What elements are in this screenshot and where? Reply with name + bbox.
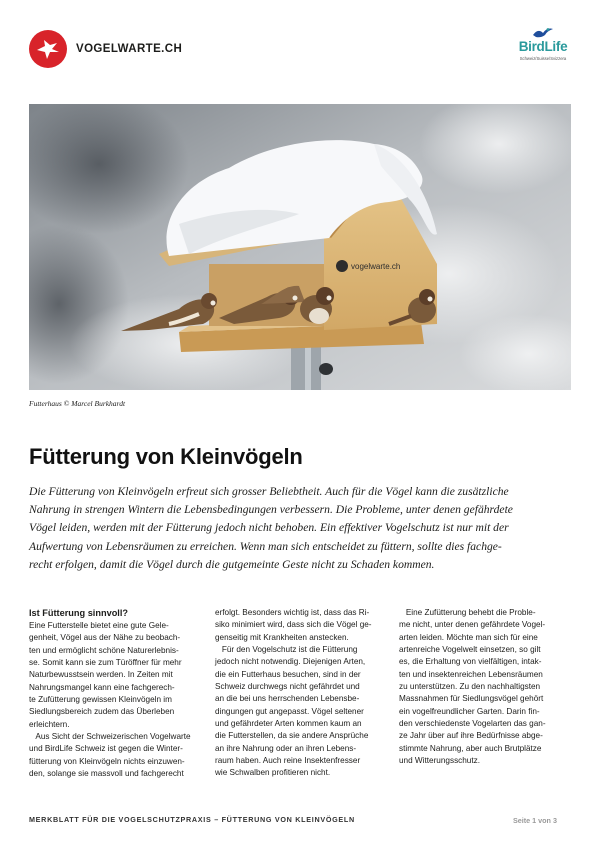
body-line: an ihre Nahrung oder an ihren Lebens- (215, 743, 357, 753)
page-header (0, 0, 600, 100)
body-line: erfolgt. Besonders wichtig ist, dass das Ri- (215, 608, 370, 617)
body-line: Eine Futterstelle bietet eine gute Gele- (29, 621, 169, 630)
lead-line: Aufwertung von Lebensräumen zu erreichen. Wenn man sich entscheidet zu füttern, sollte dies fachge- (29, 539, 502, 553)
body-line: Nahrungsmangel kann eine fachgerech- (29, 682, 175, 692)
section-heading: Ist Fütterung sinnvoll? (29, 608, 129, 618)
vogelwarte-logo[interactable] (29, 30, 182, 68)
body-column-3 (399, 607, 574, 767)
body-line: genheit, Vögel aus der Nähe zu beobach- (29, 633, 181, 643)
vogelwarte-bird-icon (29, 30, 67, 68)
vogelwarte-name: VOGELWARTE.CH (76, 43, 183, 55)
photo-caption: Futterhaus © Marcel Burkhardt (29, 399, 126, 408)
lead-line: Vögel leiden, werden mit der Fütterung jedoch nicht behoben. Ein effektiver Vogelschutz ist nur mit der (29, 521, 509, 535)
body-line: die Futterstellen, da sie andere Ansprüche (215, 731, 369, 741)
body-column-1 (29, 607, 203, 780)
body-line: genseitig mit Krankheiten anstecken. (215, 632, 349, 642)
page-title: Fütterung von Kleinvögeln (29, 444, 303, 469)
page-number: Seite 1 von 3 (513, 816, 557, 825)
body-line: jedoch nicht notwendig. Diejenigen Arten, (215, 657, 366, 667)
body-line: Aus Sicht der Schweizerischen Vogelwarte (29, 732, 191, 742)
body-line: se. Somit kann sie zum Türöffner für mehr (29, 658, 182, 668)
lead-line: Die Fütterung von Kleinvögeln erfreut sich grosser Beliebtheit. Auch für die Vögel kann die zusätzliche (29, 485, 509, 498)
footer-title: MERKBLATT FÜR DIE VOGELSCHUTZPRAXIS – FÜTTERUNG VON KLEINVÖGELN (29, 815, 355, 824)
body-line: den, solange sie massvoll und fachgerecht (29, 769, 184, 779)
body-line: Massnahmen für Siedlungsvögel gehört (399, 694, 544, 704)
body-line: ten und insektenreichen Lebensräumen (399, 669, 543, 679)
birdlife-logo[interactable] (512, 26, 574, 72)
birdlife-bird-icon (532, 26, 554, 39)
body-line: Schweiz durchwegs nicht gefährdet und (215, 682, 360, 692)
body-line: zu unterstützen. Zu den nachhaltigsten (399, 682, 541, 692)
body-line: es, die Erhaltung von vielfältigen, intak- (399, 657, 542, 667)
body-line: Naturbewusstsein werden. In Zeiten mit (29, 670, 173, 680)
body-column-2 (215, 607, 389, 780)
birdlife-name: BirdLife (518, 39, 568, 54)
body-line: stimmte Nahrung, aber auch Brutplätze (399, 743, 542, 753)
body-line: und gefährdeter Arten kommen kaum an (215, 719, 362, 729)
lead-paragraph (29, 483, 577, 574)
feeder-photo (29, 104, 571, 390)
body-line: Siedlungsbereich zudem das Überleben (29, 707, 175, 717)
body-line: ten und ermöglicht schöne Naturerlebnis- (29, 645, 179, 655)
body-line: ein vogelfreundlicher Garten. Darin fin- (399, 706, 540, 716)
body-line: wie Schwalben profitieren nicht. (215, 768, 331, 778)
body-line: und BirdLife Schweiz ist gegen die Winter- (29, 744, 183, 754)
body-line: den verschiedenste Vogelarten das gan- (399, 719, 546, 729)
body-line: raum haben. Auch reine Insektenfresser (215, 756, 361, 766)
body-line: arten leiden. Möchte man sich für eine (399, 632, 538, 642)
lead-line: Nahrung in strengen Wintern die Lebensbedingungen verbessern. Die Probleme, unter denen gefährdete (29, 503, 513, 517)
body-line: fütterung von Kleinvögeln nichts einzuwen- (29, 756, 185, 766)
lead-line: recht erfolgen, damit die Vögel durch die gutgemeinte Geste nicht zu Schaden kommen. (29, 557, 435, 571)
body-line: Für den Vogelschutz ist die Fütterung (215, 645, 358, 655)
birdlife-subtitle: Schweiz/Suisse/Svizzera (519, 56, 567, 61)
body-line: erleichtern. (29, 719, 70, 729)
body-line: ze Jahr über auf ihre Bedürfnisse abge- (399, 731, 543, 741)
body-line: die ein Futterhaus besuchen, sind in der (215, 669, 361, 679)
body-line: dingungen gut angepasst. Vögel seltener (215, 706, 364, 716)
body-line: te Zufütterung gewissen Kleinvögeln im (29, 695, 172, 705)
body-line: Eine Zufütterung behebt die Proble- (399, 608, 536, 617)
body-line: artenreiche Vogelwelt einsetzen, so gilt (399, 645, 541, 655)
body-line: und Witterungsschutz. (399, 756, 481, 766)
body-line: an die bei uns herrschenden Lebensbe- (215, 694, 360, 704)
feeder-label: vogelwarte.ch (351, 262, 401, 271)
body-line: me nicht, unter denen gefährdete Vogel- (399, 620, 546, 630)
body-line: siko minimiert wird, dass sich die Vögel ge- (215, 620, 372, 630)
